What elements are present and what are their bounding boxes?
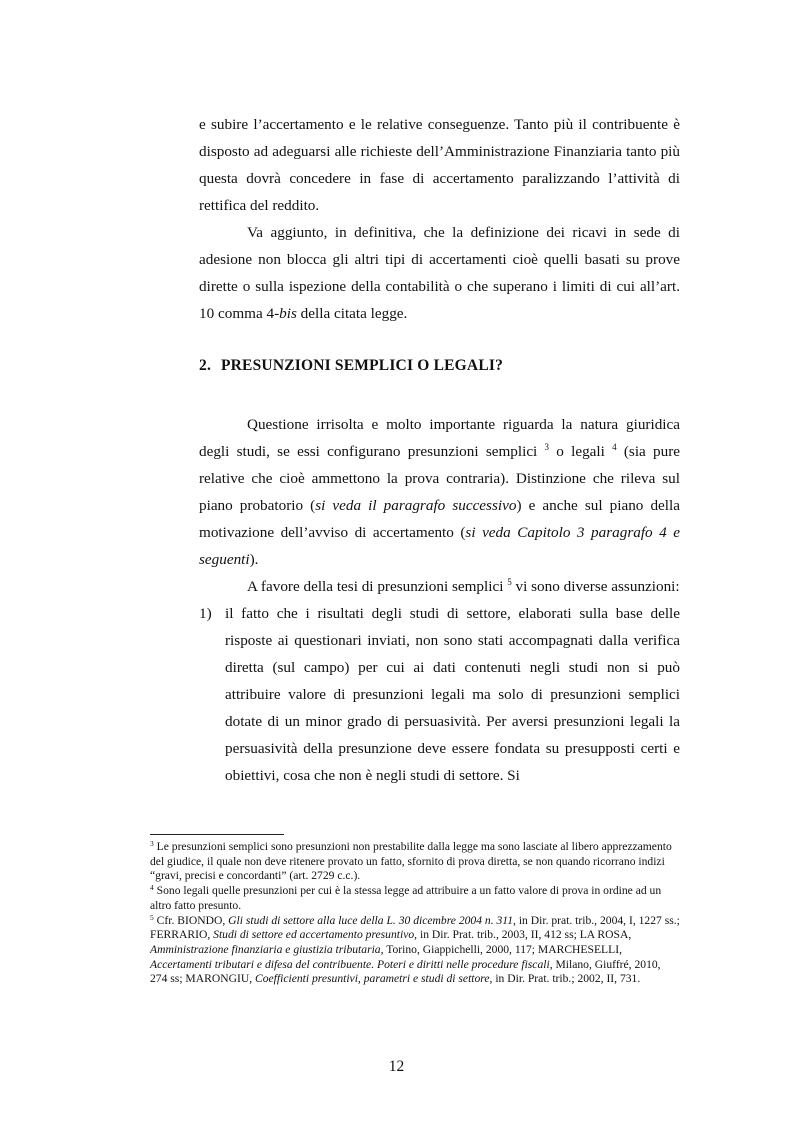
- body-text-top: [199, 111, 680, 327]
- footnote-reference[interactable]: 3: [544, 442, 550, 452]
- paragraph: A favore della tesi di presunzioni semplici $^5$ vi sono diverse assunzioni:: [247, 577, 680, 595]
- page-number: 12: [388, 1058, 405, 1075]
- paragraph: Va aggiunto, in definitiva, che la definizione dei ricavi in sede di adesione non blocca gli altri tipi di accertamenti cioè quelli basati su prove dirette o sulla ispezione della contabilità o che superano i limiti di cui all’art. 10 comma 4-bis della citata legge.: [199, 224, 680, 322]
- footnote-reference[interactable]: 5: [507, 577, 512, 587]
- footnote-reference[interactable]: 4: [612, 442, 617, 452]
- footnote-separator: [150, 834, 284, 835]
- paragraph: Questione irrisolta e molto importante riguarda la natura giuridica degli studi, se essi configurano presunzioni semplici $^3$ o legali $^4$ (sia pure relative che cioè ammettono la prova contraria). Distinzione che rileva sul piano probatorio (si veda il paragrafo successivo) e anche sul piano della motivazione dell’avviso di accertamento (si veda Capitolo 3 paragrafo 4 e seguenti).: [199, 416, 681, 568]
- list-item-text: il fatto che i risultati degli studi di settore, elaborati sulla base delle risposte ai questionari inviati, non sono stati accompagnati dalla verifica diretta (sul campo) per cui ai dati contenuti negli studi non si può attribuire valore di presunzioni legali ma solo di presunzioni semplici dotate di un minor grado di persuasività. Per aversi presunzioni legali la persuasività della presunzione deve essere fondata su presupposti certi e obiettivi, cosa che non è negli studi di settore. Si: [225, 605, 680, 784]
- footnote-number: 4: [150, 883, 154, 893]
- list-number: 1): [199, 605, 212, 622]
- section-title: PRESUNZIONI SEMPLICI O LEGALI?: [221, 357, 504, 374]
- section-heading: [199, 357, 503, 375]
- footnote: $^4$ Sono legali quelle presunzioni per cui è la stessa legge ad attribuire a un fatto valore di prova in ordine ad un altro fatto presunto.: [150, 883, 662, 912]
- footnotes: [150, 840, 680, 987]
- list-item: [199, 600, 680, 789]
- body-text-section: [199, 411, 680, 789]
- section-number: 2.: [199, 357, 212, 374]
- footnote: $^3$ Le presunzioni semplici sono presunzioni non prestabilite dalla legge ma sono lasciate al libero apprezzamento del giudice, il quale non deve ritenere provato un fatto, sfornito di prova diretta, se non quando ricorrano indizi “gravi, precisi e concordanti” (art. 2729 c.c.).: [150, 839, 672, 883]
- footnote-number: 3: [150, 839, 154, 848]
- paragraph: e subire l’accertamento e le relative conseguenze. Tanto più il contribuente è disposto ad adeguarsi alle richieste dell’Amministrazione Finanziaria tanto più questa dovrà concedere in fase di accertamento paralizzando l’attività di rettifica del reddito.: [199, 116, 680, 214]
- footnote: $^5$ Cfr. BIONDO, Gli studi di settore alla luce della L. 30 dicembre 2004 n. 311, in Dir. prat. trib., 2004, I, 1227 ss.; FERRARIO, Studi di settore ed accertamento presuntivo, in Dir. Prat. trib., 2003, II, 412 ss; LA ROSA, Amministrazione finanziaria e giustizia tributaria, Torino, Giappichelli, 2000, 117; MARCHESELLI, Accertamenti tributari e difesa del contribuente. Poteri e diritti nelle procedure fiscali, Milano, Giuffré, 2010, 274 ss; MARONGIU, Coefficienti presuntivi, parametri e studi di settore, in Dir. Prat. trib.; 2002, II, 731.: [150, 912, 680, 986]
- footnote-number: 5: [150, 912, 154, 922]
